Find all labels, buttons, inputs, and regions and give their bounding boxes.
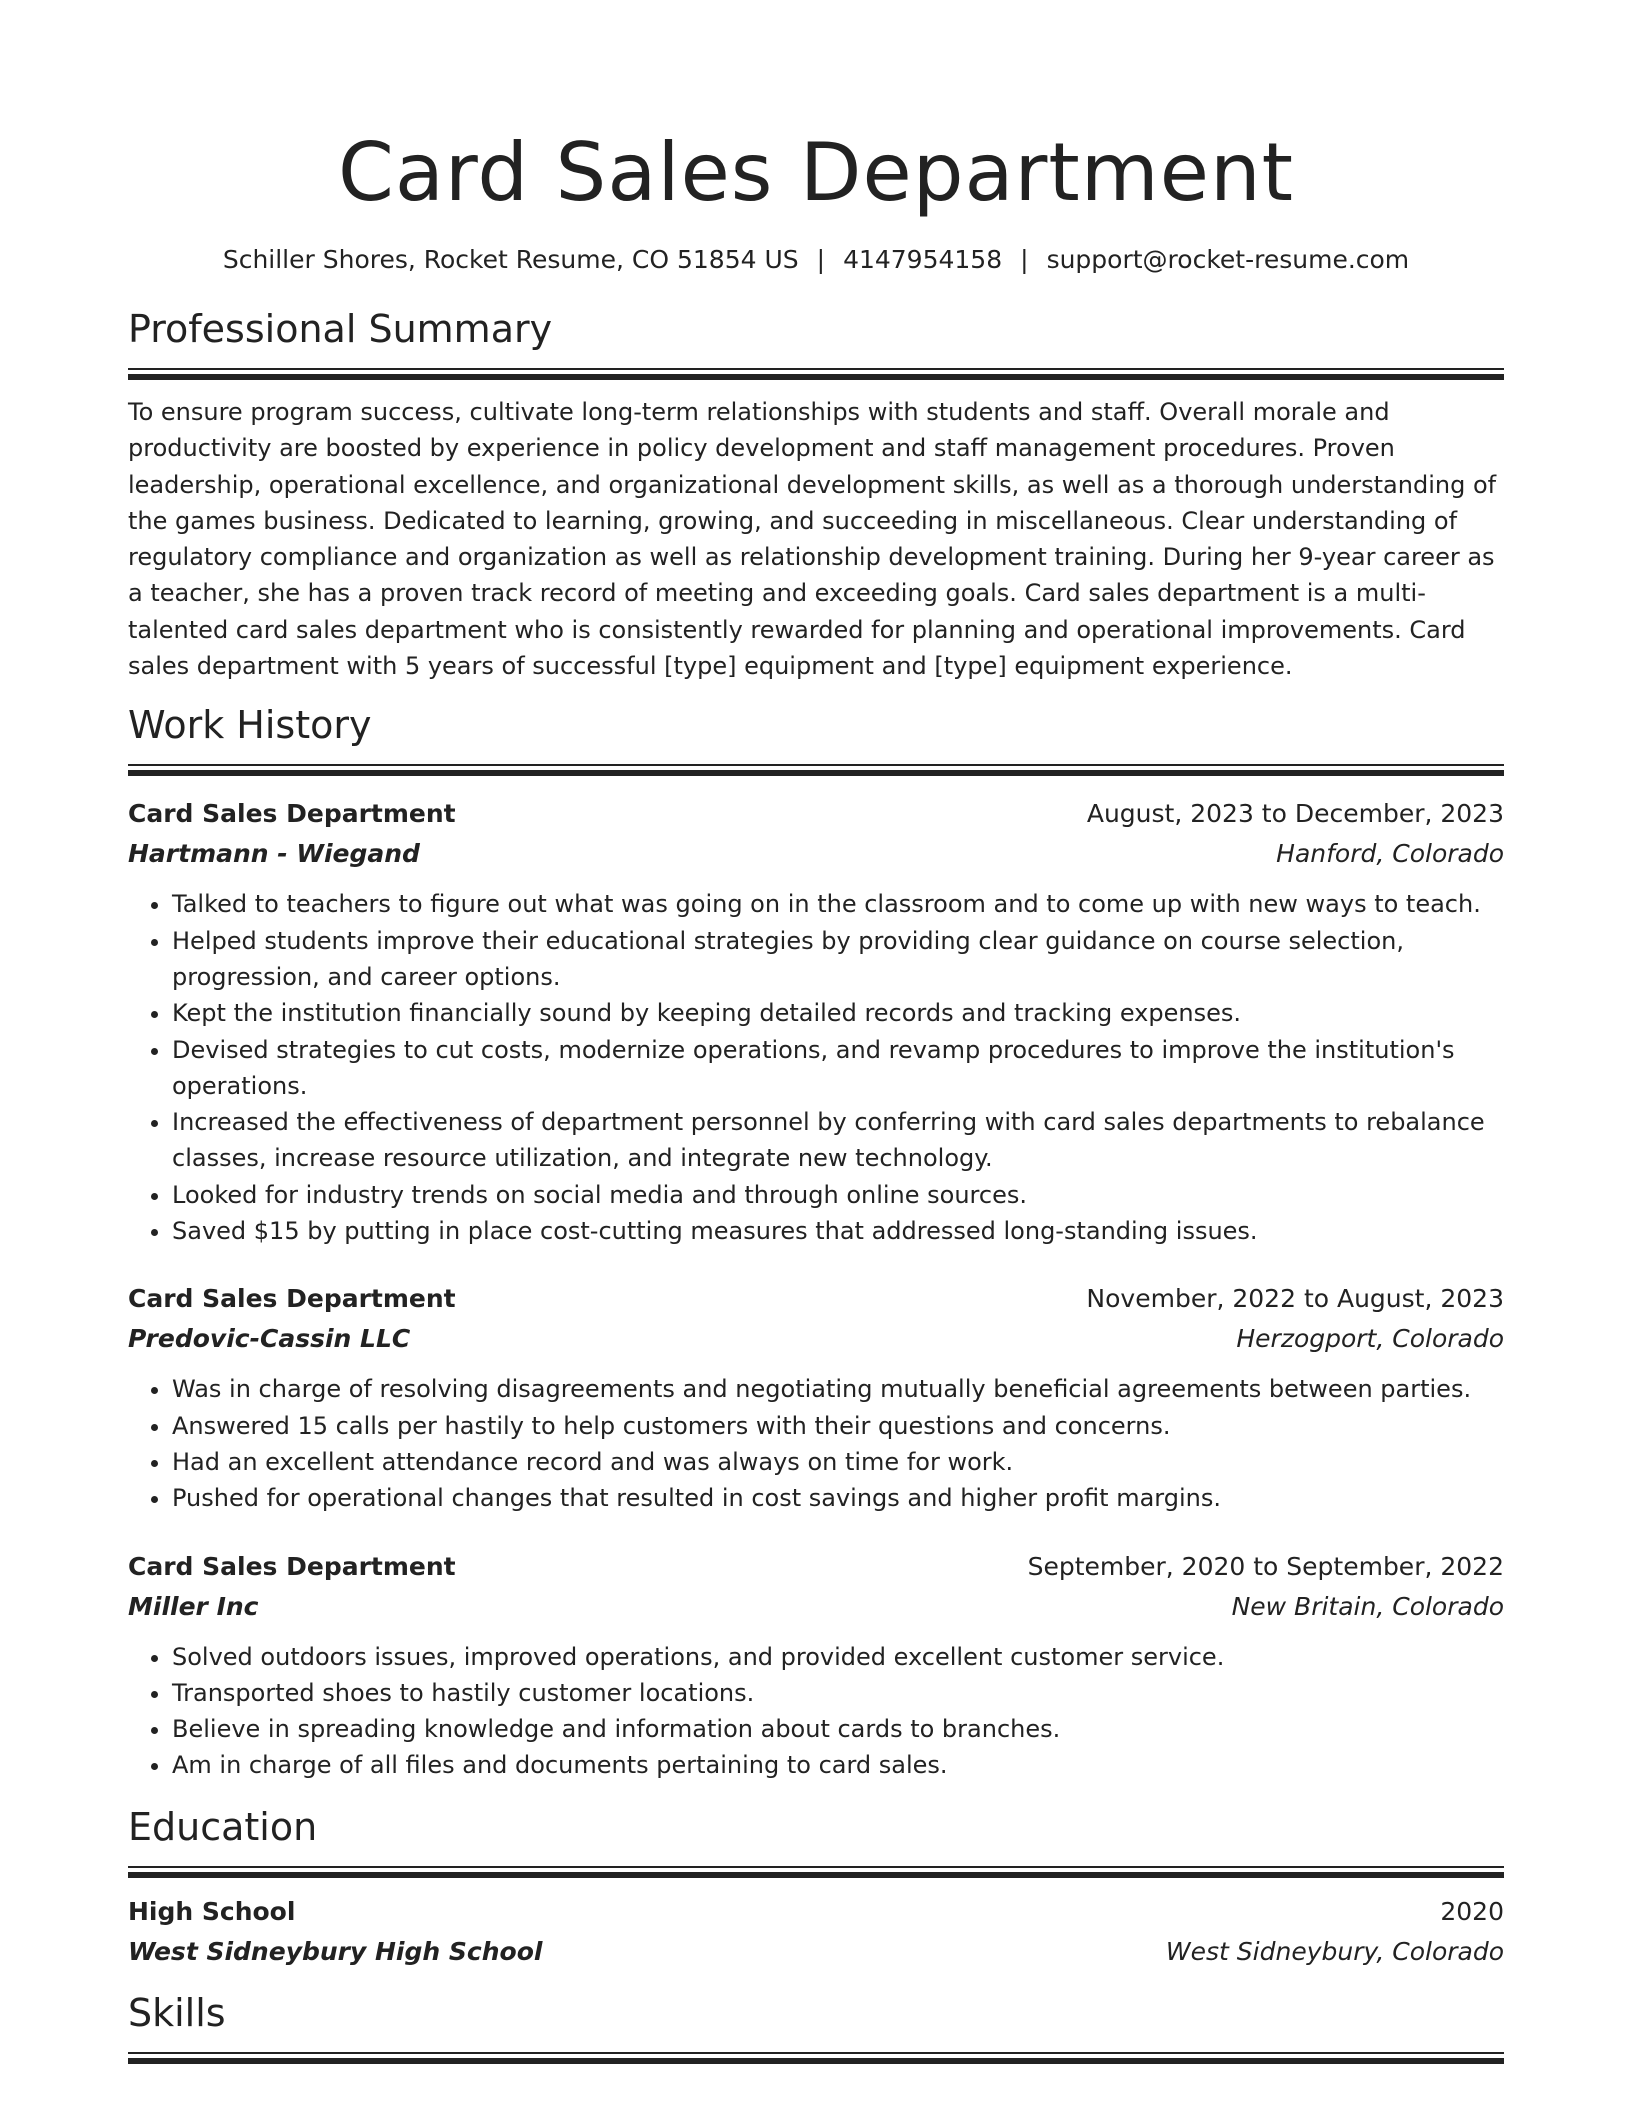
graduation-year: 2020 <box>1440 1896 1504 1926</box>
list-item: • Saved $15 by putting in place cost-cutting measures that addressed long-standing issues. <box>172 1213 1504 1249</box>
list-item: • Am in charge of all files and documents pertaining to card sales. <box>172 1747 1504 1783</box>
skills-heading: Skills <box>128 1990 226 2035</box>
list-item: • Answered 15 calls per hastily to help customers with their questions and concerns. <box>172 1408 1504 1444</box>
separator: | <box>1020 245 1029 274</box>
section-divider <box>128 368 1504 380</box>
degree: High School <box>128 1896 296 1926</box>
section-divider <box>128 2052 1504 2064</box>
separator: | <box>816 245 826 274</box>
company-name: Predovic-Cassin LLC <box>128 1324 411 1354</box>
school-location: West Sidneybury, Colorado <box>1165 1936 1504 1966</box>
contact-line <box>128 242 1504 278</box>
list-item: • Had an excellent attendance record and was always on time for work. <box>172 1444 1504 1480</box>
email: support@rocket-resume.com <box>1046 245 1410 274</box>
job-entry <box>128 1279 1504 1516</box>
summary-heading: Professional Summary <box>128 307 553 351</box>
job-duties <box>128 1371 1504 1516</box>
list-item: • Transported shoes to hastily customer locations. <box>172 1675 1504 1711</box>
section-divider <box>128 764 1504 776</box>
resume-page <box>128 118 1504 2064</box>
phone: 4147954158 <box>843 245 1003 274</box>
section-divider <box>128 1866 1504 1878</box>
company-name: Hartmann - Wiegand <box>128 839 420 869</box>
list-item: • Talked to teachers to figure out what was going on in the classroom and to come up with new ways to teach. <box>172 886 1504 922</box>
work-history-heading: Work History <box>128 703 372 748</box>
list-item: • Looked for industry trends on social media and through online sources. <box>172 1177 1504 1213</box>
summary-text: To ensure program success, cultivate long-term relationships with students and staff. Overall morale and productivity are boosted by experience in policy development and staff management procedures. Proven leadership, operational excellence, and organizational development skills, as well as a thorough understanding of the games business. Dedicated to learning, growing, and succeeding in miscellaneous. Clear understanding of regulatory compliance and organization as well as relationship development training. During her 9-year career as a teacher, she has a proven track record of meeting and exceeding goals. Card sales department is a multi-talented card sales department who is consistently rewarded for planning and operational improvements. Card sales department with 5 years of successful [type] equipment and [type] equipment experience. <box>128 398 1497 681</box>
education-entry <box>128 1892 1504 1972</box>
resume-name: Card Sales Department <box>337 126 1295 219</box>
work-history-section <box>128 700 1504 1783</box>
address: Schiller Shores, Rocket Resume, CO 51854 US <box>222 245 799 274</box>
list-item: • Was in charge of resolving disagreements and negotiating mutually beneficial agreements between parties. <box>172 1371 1504 1407</box>
company-name: Miller Inc <box>128 1591 259 1621</box>
list-item: • Believe in spreading knowledge and information about cards to branches. <box>172 1711 1504 1747</box>
summary-section <box>128 304 1504 684</box>
list-item: • Helped students improve their educational strategies by providing clear guidance on course selection, progression, and career options. <box>172 923 1504 996</box>
job-entry <box>128 794 1504 1249</box>
job-dates: November, 2022 to August, 2023 <box>1086 1284 1504 1314</box>
job-dates: September, 2020 to September, 2022 <box>1027 1551 1504 1581</box>
job-entry <box>128 1547 1504 1784</box>
job-location: Herzogport, Colorado <box>1236 1324 1504 1354</box>
skills-section <box>128 1988 1504 2064</box>
list-item: • Pushed for operational changes that resulted in cost savings and higher profit margins. <box>172 1480 1504 1516</box>
list-item: • Kept the institution financially sound by keeping detailed records and tracking expenses. <box>172 995 1504 1031</box>
job-duties <box>128 1639 1504 1784</box>
job-dates: August, 2023 to December, 2023 <box>1086 799 1504 829</box>
list-item: • Devised strategies to cut costs, modernize operations, and revamp procedures to improve the institution's operations. <box>172 1032 1504 1105</box>
list-item: • Increased the effectiveness of department personnel by conferring with card sales departments to rebalance classes, increase resource utilization, and integrate new technology. <box>172 1104 1504 1177</box>
school-name: West Sidneybury High School <box>128 1936 543 1966</box>
education-heading: Education <box>128 1804 318 1849</box>
job-title: Card Sales Department <box>128 1551 456 1581</box>
job-location: New Britain, Colorado <box>1231 1591 1504 1621</box>
education-section <box>128 1802 1504 1972</box>
job-duties <box>128 886 1504 1249</box>
list-item: • Solved outdoors issues, improved operations, and provided excellent customer service. <box>172 1639 1504 1675</box>
job-title: Card Sales Department <box>128 799 456 829</box>
job-title: Card Sales Department <box>128 1284 456 1314</box>
job-location: Hanford, Colorado <box>1276 839 1504 869</box>
